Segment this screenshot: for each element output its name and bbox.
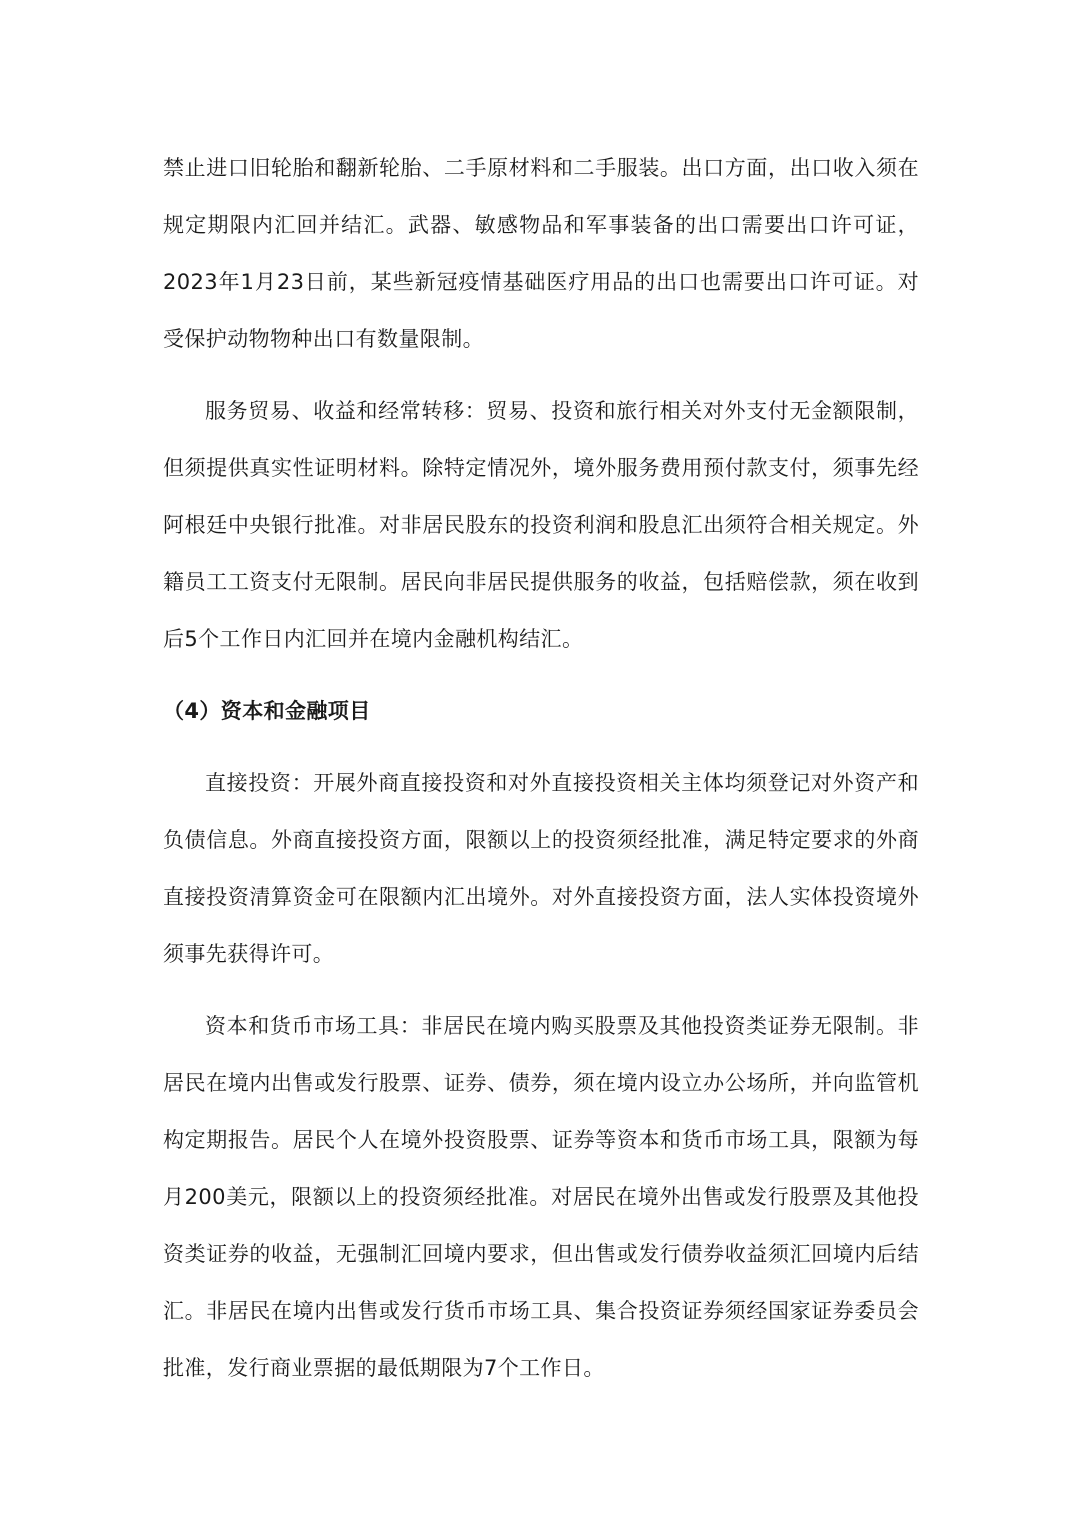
document-body <box>163 140 919 1397</box>
paragraph-capital-money-market: 资本和货币市场工具：非居民在境内购买股票及其他投资类证券无限制。非居民在境内出售或发行股票、证券、债券，须在境内设立办公场所，并向监管机构定期报告。居民个人在境外投资股票、证券等资本和货币市场工具，限额为每月200美元，限额以上的投资须经批准。对居民在境外出售或发行股票及其他投资类证券的收益，无强制汇回境内要求，但出售或发行债券收益须汇回境内后结汇。非居民在境内出售或发行货币市场工具、集合投资证券须经国家证券委员会批准，发行商业票据的最低期限为7个工作日。 <box>163 1014 919 1380</box>
paragraph-services-trade: 服务贸易、收益和经常转移：贸易、投资和旅行相关对外支付无金额限制，但须提供真实性证明材料。除特定情况外，境外服务费用预付款支付，须事先经阿根廷中央银行批准。对非居民股东的投资利润和股息汇出须符合相关规定。外籍员工工资支付无限制。居民向非居民提供服务的收益，包括赔偿款，须在收到后5个工作日内汇回并在境内金融机构结汇。 <box>163 399 919 651</box>
section-heading-capital-financial: （4）资本和金融项目 <box>163 699 371 723</box>
paragraph-direct-investment: 直接投资：开展外商直接投资和对外直接投资相关主体均须登记对外资产和负债信息。外商直接投资方面，限额以上的投资须经批准，满足特定要求的外商直接投资清算资金可在限额内汇出境外。对外直接投资方面，法人实体投资境外须事先获得许可。 <box>163 771 919 966</box>
paragraph-export-restrictions: 禁止进口旧轮胎和翻新轮胎、二手原材料和二手服装。出口方面，出口收入须在规定期限内汇回并结汇。武器、敏感物品和军事装备的出口需要出口许可证，2023年1月23日前，某些新冠疫情基础医疗用品的出口也需要出口许可证。对受保护动物物种出口有数量限制。 <box>163 156 919 351</box>
